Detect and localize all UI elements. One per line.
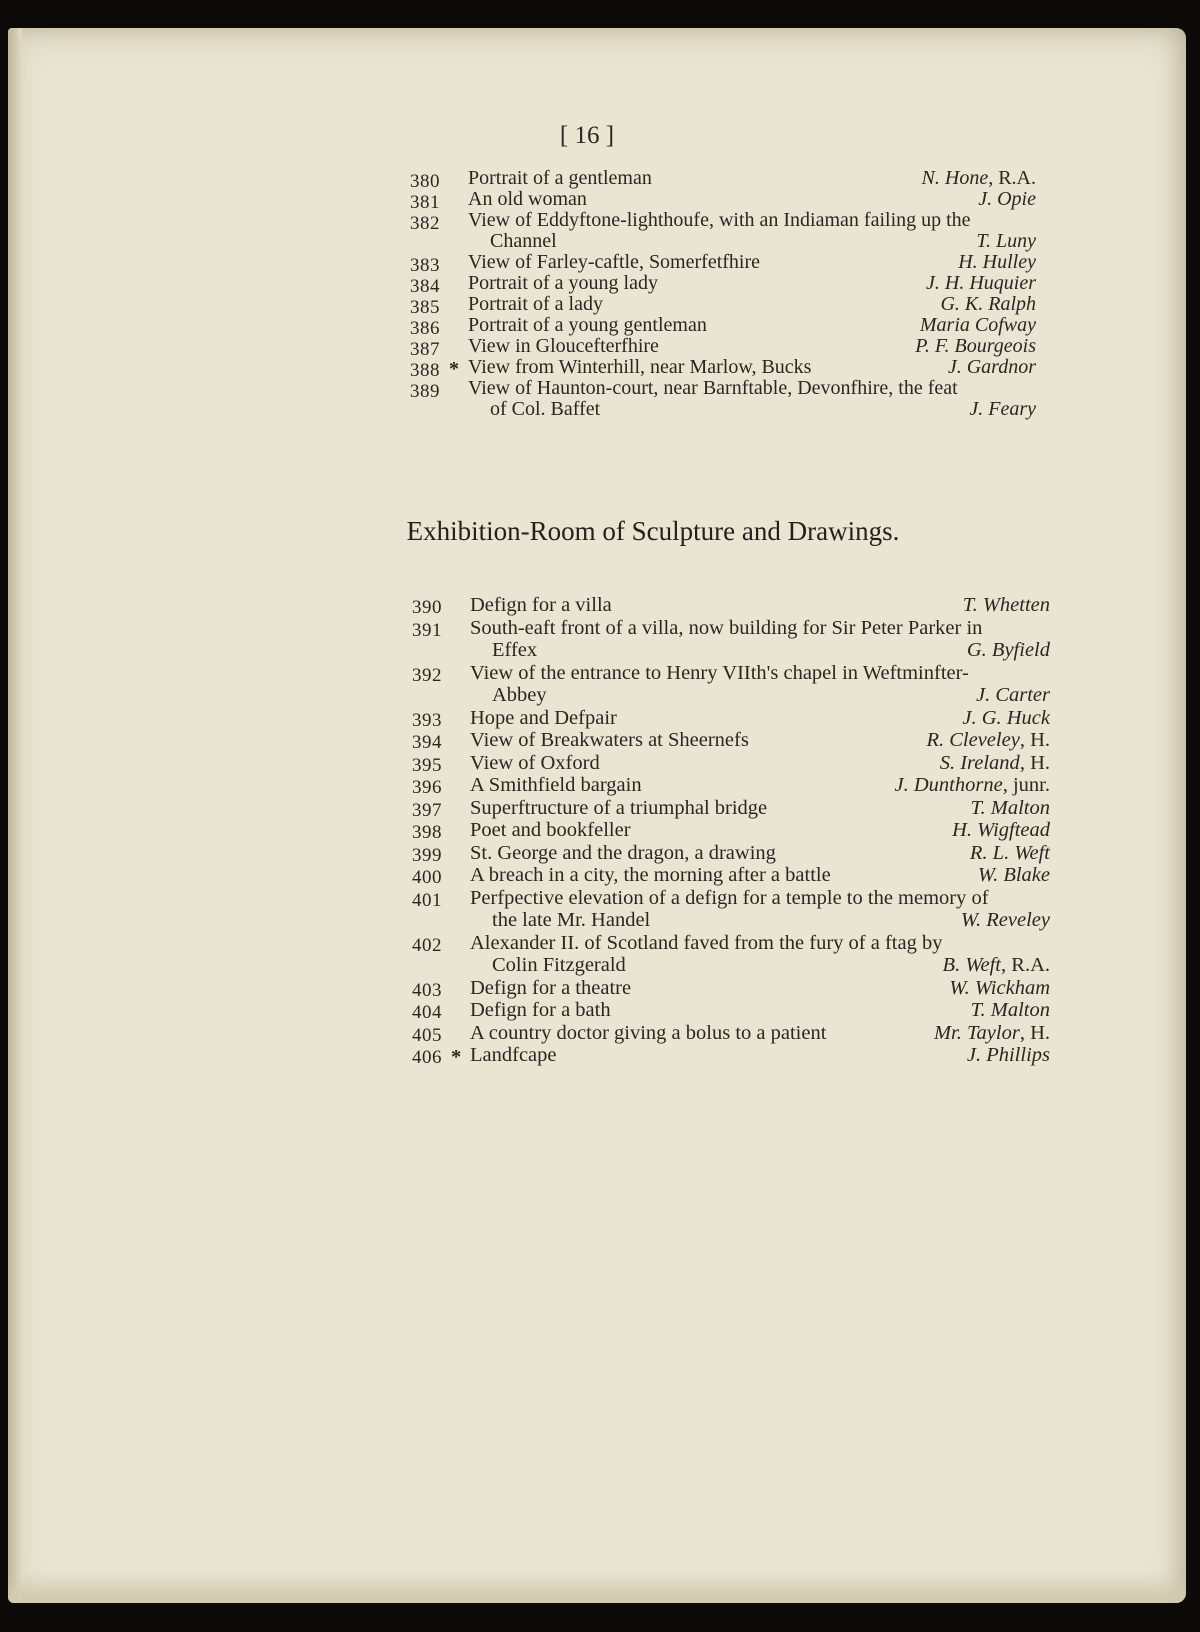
entry-line [412,842,1050,865]
entry-number: 393 [412,709,442,731]
entry-line [412,999,1050,1022]
catalogue-entry [410,167,1036,192]
entry-title: Poet and bookfeller [470,819,631,841]
entry-title: Defign for a villa [470,594,612,616]
entry-number: 381 [410,192,440,213]
catalogue-entry [412,1044,1050,1067]
entry-title: View of Breakwaters at Sheernefs [470,729,749,751]
catalogue-entry [412,1022,1050,1045]
artist-name: J. Carter [975,684,1050,706]
artist-name: T. Luny [976,230,1036,252]
entry-line [412,594,1050,617]
artist-suffix: , junr. [1002,774,1050,796]
catalogue-entry [412,842,1050,865]
entry-number: 400 [412,867,442,888]
entry-title: Alexander II. of Scotland faved from the fury of a ftag by [470,931,943,954]
entry-number: 405 [412,1024,442,1046]
entry-line [410,294,1036,315]
artist-name: H. Hulley [958,251,1036,273]
entry-line [412,707,1050,730]
catalogue-entry [410,293,1036,318]
entry-artist [916,729,1050,752]
entry-artist [912,168,1036,189]
entry-number: 394 [412,732,442,753]
entry-artist [951,909,1050,932]
entry-number: 399 [412,844,442,866]
entry-title: Portrait of a young gentleman [468,314,707,336]
entry-title: Defign for a theatre [470,976,632,999]
artist-suffix: , H. [1019,729,1050,751]
artist-name: H. Wigftead [952,819,1050,841]
entry-title: Portrait of a lady [468,293,603,315]
catalogue-entry [412,662,1050,707]
entry-number: 404 [412,1002,442,1023]
entry-number: 403 [412,979,442,1001]
entry-title: Portrait of a young lady [468,272,658,294]
entry-artist [966,684,1050,707]
catalogue-entry [410,335,1036,360]
artist-name: J. Gardnor [947,356,1036,378]
catalogue-entry [412,887,1050,932]
entry-line [412,1044,1050,1067]
artist-name: P. F. Bourgeois [915,335,1036,357]
entry-artist [933,954,1050,977]
entry-line [410,357,1036,378]
entry-artist [939,977,1050,1000]
catalogue-entry [410,356,1036,381]
entry-title: the late Mr. Handel [492,909,651,931]
entry-title: View of Eddyftone-lighthoufe, with an Indiaman failing up the [468,209,971,231]
catalogue-entry [410,314,1036,339]
catalogue-entry [412,819,1050,842]
entry-line [412,662,1050,685]
entry-title: A country doctor giving a bolus to a patient [470,1021,827,1044]
artist-name: Mr. Taylor [933,1021,1020,1044]
artist-name: W. Wickham [949,976,1050,999]
entry-line [412,887,1050,910]
entry-title: View of the entrance to Henry VIIth's chapel in Weftminfter- [470,661,969,684]
artist-name: W. Reveley [960,909,1050,931]
entry-line [412,909,1050,932]
entry-artist [953,594,1050,617]
entry-line [410,210,1036,231]
artist-name: J. Feary [969,398,1036,420]
artist-name: W. Blake [977,864,1050,886]
entry-line [412,617,1050,640]
entry-line [412,797,1050,820]
entry-title: View of Oxford [470,751,600,774]
entry-number: 402 [412,934,442,956]
artist-name: N. Hone [921,167,989,189]
artist-name: R. Cleveley [926,729,1020,751]
catalogue-entry [412,617,1050,662]
entry-line [412,639,1050,662]
entry-title: Effex [492,639,538,661]
artist-name: Maria Cofway [919,314,1036,336]
page-number: [ 16 ] [559,122,615,149]
artist-name: B. Weft [942,954,1002,976]
entry-artist [961,999,1050,1022]
entry-artist [959,399,1036,420]
entry-line [410,252,1036,273]
catalogue-entry [410,272,1036,297]
catalogue-section-paintings [410,168,1036,420]
entry-artist [905,336,1036,357]
entry-number: 396 [412,777,442,798]
catalogue-entry [412,999,1050,1022]
artist-name: J. H. Huquier [926,272,1036,294]
entry-number: 389 [410,381,440,402]
catalogue-entry [412,932,1050,977]
entry-number: 397 [412,799,442,821]
catalogue-entry [412,594,1050,617]
entry-line [412,954,1050,977]
catalogue-entry [412,774,1050,797]
catalogue-entry [412,797,1050,820]
entry-line [412,864,1050,887]
entry-artist [948,252,1036,273]
entry-number: 392 [412,664,442,686]
entry-number: 388 [410,360,440,381]
artist-name: G. K. Ralph [940,293,1036,315]
entry-number: 382 [410,213,440,234]
artist-suffix: , R.A. [988,167,1036,189]
entry-title: Defign for a bath [470,999,611,1021]
entry-number: 383 [410,255,440,276]
entry-line [412,977,1050,1000]
entry-title: Colin Fitzgerald [492,954,626,976]
entry-title: of Col. Baffet [490,398,601,420]
artist-suffix: , H. [1019,751,1050,774]
entry-number: 406 [412,1047,442,1068]
entry-title: View in Gloucefterfhire [468,335,659,357]
artist-name: J. Dunthorne [894,774,1003,796]
entry-number: 380 [410,171,440,192]
entry-artist [957,1044,1050,1067]
entry-title: Landfcape [470,1044,557,1066]
entry-number: 401 [412,889,442,911]
entry-artist [938,357,1036,378]
entry-artist [924,1022,1050,1045]
entry-line [412,752,1050,775]
entry-number: 390 [412,597,442,618]
entry-artist [960,842,1050,865]
entry-line [410,315,1036,336]
entry-line [412,729,1050,752]
entry-number: 385 [410,297,440,318]
catalogue-entry [412,707,1050,730]
catalogue-entry [410,251,1036,276]
entry-artist [961,797,1050,820]
catalogue-entry [412,729,1050,752]
artist-name: G. Byfield [966,639,1050,661]
book-page [8,28,1186,1603]
entry-artist [916,273,1036,294]
entry-artist [910,315,1036,336]
artist-name: T. Whetten [962,594,1050,616]
catalogue-entry [412,864,1050,887]
entry-title: Hope and Defpair [470,706,617,729]
entry-line [412,774,1050,797]
entry-line [412,1022,1050,1045]
entry-line [410,168,1036,189]
entry-artist [930,294,1036,315]
artist-suffix: , H. [1019,1021,1050,1044]
entry-artist [952,707,1050,730]
entry-artist [957,639,1050,662]
entry-number: 387 [410,339,440,360]
entry-artist [885,774,1050,797]
entry-line [412,684,1050,707]
artist-suffix: , R.A. [1001,954,1050,976]
entry-number: 391 [412,619,442,641]
entry-line [410,231,1036,252]
entry-title: South-eaft front of a villa, now building for Sir Peter Parker in [470,616,983,639]
entry-artist [930,752,1050,775]
entry-number: 395 [412,754,442,776]
entry-number: 398 [412,822,442,843]
artist-name: J. Opie [978,188,1036,210]
entry-line [410,336,1036,357]
entry-title: Channel [490,230,557,252]
artist-name: T. Malton [970,999,1050,1021]
catalogue-entry [412,977,1050,1000]
entry-number: 384 [410,276,440,297]
entry-line [412,932,1050,955]
entry-title: Portrait of a gentleman [468,167,652,189]
entry-artist [968,864,1050,887]
entry-title: View from Winterhill, near Marlow, Bucks [468,356,812,378]
entry-title: View of Farley-caftle, Somerfetfhire [468,251,761,273]
catalogue-section-sculpture-drawings [412,594,1050,1067]
catalogue-entry [412,752,1050,775]
entry-artist [942,819,1050,842]
entry-line [410,399,1036,420]
artist-name: J. G. Huck [962,706,1050,729]
entry-line [412,819,1050,842]
section-heading: Exhibition-Room of Sculpture and Drawings. [406,516,900,546]
artist-name: R. L. Weft [969,841,1050,864]
entry-title: An old woman [468,188,587,210]
artist-name: S. Ireland [939,751,1020,774]
entry-title: Superftructure of a triumphal bridge [470,796,768,819]
asterisk-mark: * [451,1046,462,1068]
entry-title: St. George and the dragon, a drawing [470,841,776,864]
entry-line [410,273,1036,294]
entry-title: A breach in a city, the morning after a battle [470,864,831,886]
entry-title: View of Haunton-court, near Barnftable, Devonfhire, the feat [468,377,958,399]
catalogue-entry [410,188,1036,213]
entry-artist [966,231,1036,252]
asterisk-mark: * [449,358,459,380]
entry-number: 386 [410,318,440,339]
artist-name: J. Phillips [966,1044,1050,1066]
artist-name: T. Malton [970,796,1050,819]
entry-title: A Smithfield bargain [470,774,642,796]
entry-line [410,189,1036,210]
catalogue-entry [410,210,1036,252]
entry-line [410,378,1036,399]
entry-title: Abbey [492,684,547,706]
entry-artist [968,189,1036,210]
catalogue-entry [410,378,1036,420]
entry-title: Perfpective elevation of a defign for a temple to the memory of [470,886,989,909]
